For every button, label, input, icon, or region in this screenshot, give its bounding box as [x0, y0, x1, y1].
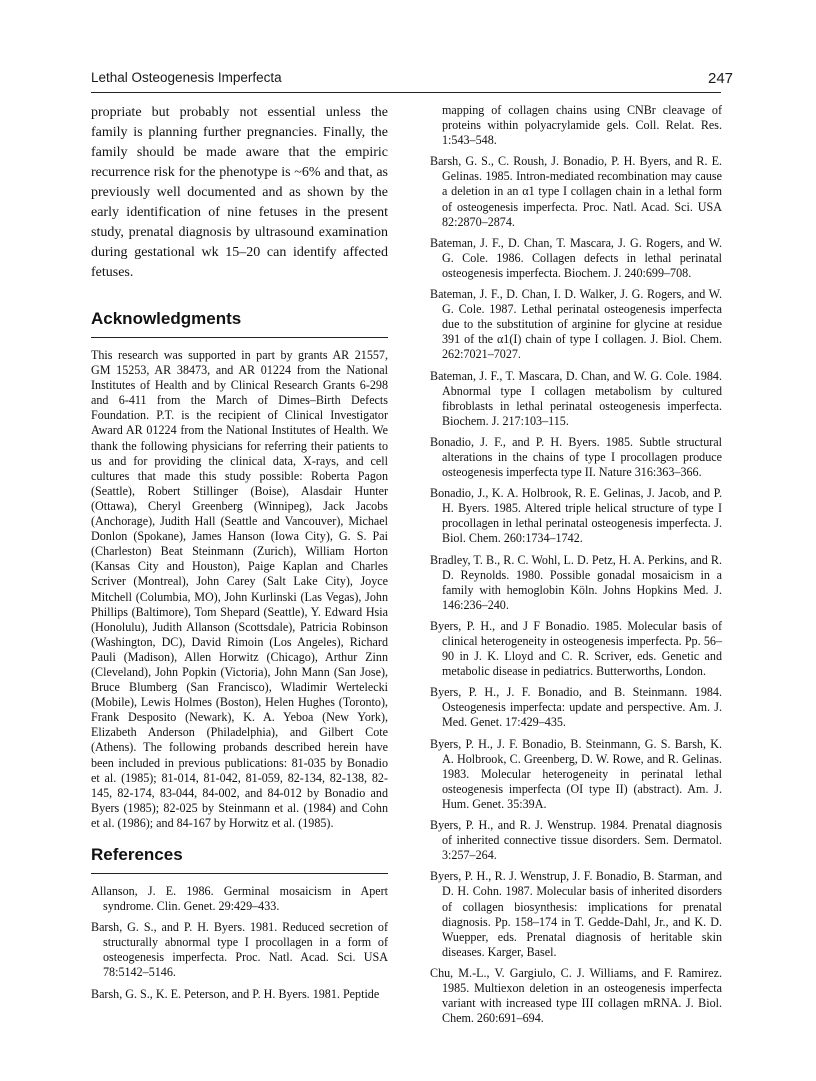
reference-item: Byers, P. H., J. F. Bonadio, and B. Steinmann. 1984. Osteogenesis imperfecta: update and perspective. Am. J. Med. Genet. 17:429–435. [430, 685, 722, 730]
reference-item: Byers, P. H., J. F. Bonadio, B. Steinmann, G. S. Barsh, K. A. Holbrook, C. Greenberg, D. W. Rowe, and R. Gelinas. 1983. Molecular heterogeneity in perinatal lethal osteogenesis imperfecta (OI type II) (abstract). Am. J. Hum. Genet. 35:39A. [430, 736, 722, 811]
reference-item: Chu, M.-L., V. Gargiulo, C. J. Williams, and F. Ramirez. 1985. Multiexon deletion in an osteogenesis imperfecta variant with increased type III collagen mRNA. J. Biol. Chem. 260:691–694. [430, 965, 722, 1026]
reference-item: Barsh, G. S., and P. H. Byers. 1981. Reduced secretion of structurally abnormal type I procollagen in a form of osteogenesis imperfecta. Proc. Natl. Acad. Sci. USA 78:5142–5146. [91, 920, 388, 980]
reference-item: Barsh, G. S., K. E. Peterson, and P. H. Byers. 1981. Peptide [91, 986, 380, 1001]
references-list-left [91, 884, 388, 1002]
reference-item: Bradley, T. B., R. C. Wohl, L. D. Petz, H. A. Perkins, and R. D. Reynolds. 1980. Possible gonadal mosaicism in a family with hemoglobin Köln. Johns Hopkins Med. J. 146:236–240. [430, 552, 722, 612]
reference-item: Bateman, J. F., D. Chan, I. D. Walker, J. G. Rogers, and W. G. Cole. 1987. Lethal perinatal osteogenesis imperfecta due to the substitution of arginine for glycine at residue 391 of the α1(I) chain of type I collagen. J. Biol. Chem. 262:7021–7027. [430, 287, 722, 362]
references-heading: References [91, 845, 183, 864]
right-column [430, 103, 722, 1032]
reference-item: Bateman, J. F., D. Chan, T. Mascara, J. G. Rogers, and W. G. Cole. 1986. Collagen defects in lethal perinatal osteogenesis imperfecta. Biochem. J. 240:699–708. [430, 235, 722, 280]
reference-item: Bonadio, J., K. A. Holbrook, R. E. Gelinas, J. Jacob, and P. H. Byers. 1985. Altered triple helical structure of type I procollagen in lethal perinatal osteogenesis imperfecta. J. Biol. Chem. 260:1734–1742. [430, 486, 722, 546]
reference-item: Barsh, G. S., C. Roush, J. Bonadio, P. H. Byers, and R. E. Gelinas. 1985. Intron-mediated recombination may cause a deletion in an α1 type I collagen chain in a lethal form of osteogenesis imperfecta. Proc. Natl. Acad. Sci. USA 82:2870–2874. [430, 154, 722, 229]
reference-item: Byers, P. H., and J F Bonadio. 1985. Molecular basis of clinical heterogeneity in osteogenesis imperfecta. Pp. 56–90 in J. K. Lloyd and C. R. Scriver, eds. Genetic and metabolic disease in pediatrics. Butterworths, London. [430, 618, 722, 679]
header-rule [91, 92, 721, 93]
acknowledgments-text: This research was supported in part by grants AR 21557, GM 15253, AR 38473, and AR 01224 from the National Institutes of Health and by Clinical Research Grants 6-298 and 6-411 from the March of Dimes–Birth Defects Foundation. P.T. is the recipient of Clinical Investigator Award AR 01224 from the National Institutes of Health. We thank the following physicians for referring their patients to us and for providing the clinical data, X-rays, and cell cultures that made this study possible: Roberta Pagon (Seattle), Robert Stillinger (Boise), Alasdair Hunter (Ottawa), Cheryl Greenberg (Winnipeg), Jack Jacobs (Anchorage), Judith Hall (Seattle and Vancouver), Michael Donlon (Spokane), James Hanson (Iowa City), G. S. Pai (Charleston) Beat Steinmann (Zurich), William Horton (Kansas City and Houston), Paige Kaplan and Charles Scriver (Montreal), John Carey (Salt Lake City), Joyce Mitchell (Columbia, MO), John Kurlinski (Las Vegas), John Phillips (Baltimore), Tom Shepard (Seattle), Y. Edward Hsia (Honolulu), Judith Allanson (Scottsdale), Patricia Robinson (Washington, DC), David Rimoin (Los Angeles), Richard Pauli (Madison), Allen Horwitz (Chicago), Arthur Zinn (Cleveland), John Popkin (Victoria), John Mann (San Jose), Bruce Blumberg (San Francisco), Wladimir Wertelecki (Mobile), Lewis Holmes (Boston), Helen Hughes (Toronto), Frank Desposito (Newark), K. A. Yeboa (New York), Elizabeth Anderson (Philadelphia), and Gilbert Cote (Athens). The following probands described herein have been included in previous publications: 81-035 by Bonadio et al. (1985); 81-014, 81-042, 81-059, 82-134, 82-138, 82-145, 82-174, 83-044, 84-002, and 84-012 by Bonadio and Byers (1985); 82-025 by Steinmann et al. (1984) and Cohn et al. (1986); and 84-167 by Horwitz et al. (1985). [91, 348, 388, 830]
acknowledgments-rule [91, 337, 388, 338]
running-title: Lethal Osteogenesis Imperfecta [91, 70, 282, 85]
reference-item: Byers, P. H., and R. J. Wenstrup. 1984. Prenatal diagnosis of inherited connective tissue disorders. Sem. Dermatol. 3:257–264. [430, 818, 722, 863]
reference-item: Bateman, J. F., T. Mascara, D. Chan, and W. G. Cole. 1984. Abnormal type I collagen metabolism by cultured fibroblasts in lethal perinatal osteogenesis imperfecta. Biochem. J. 217:103–115. [430, 368, 722, 428]
reference-item: Allanson, J. E. 1986. Germinal mosaicism in Apert syndrome. Clin. Genet. 29:429–433. [91, 884, 388, 914]
intro-paragraph: propriate but probably not essential unless the family is planning further pregnancies. Finally, the family should be made aware that the empiric recurrence risk for the phenotype is ~6% and that, as previously well documented and as shown by the early identification of nine fetuses in the present study, prenatal diagnosis by ultrasound examination during gestational wk 15–20 can identify affected fetuses. [91, 105, 388, 280]
left-column [91, 103, 388, 1008]
reference-item: mapping of collagen chains using CNBr cleavage of proteins within polyacrylamide gels. Coll. Relat. Res. 1:543–548. [442, 103, 722, 148]
reference-item: Bonadio, J. F., and P. H. Byers. 1985. Subtle structural alterations in the chains of type I procollagen produce osteogenesis imperfecta type II. Nature 316:363–366. [430, 434, 722, 480]
page-number: 247 [708, 70, 734, 87]
acknowledgments-heading: Acknowledgments [91, 309, 242, 328]
references-rule [91, 873, 388, 874]
reference-item: Byers, P. H., R. J. Wenstrup, J. F. Bonadio, B. Starman, and D. H. Cohn. 1987. Molecular basis of inherited disorders of collagen biosynthesis: implications for prenatal diagnosis. Pp. 158–174 in T. Gedde-Dahl, Jr., and K. D. Wuepper, eds. Prenatal diagnosis of heritable skin diseases. Karger, Basel. [430, 869, 722, 959]
